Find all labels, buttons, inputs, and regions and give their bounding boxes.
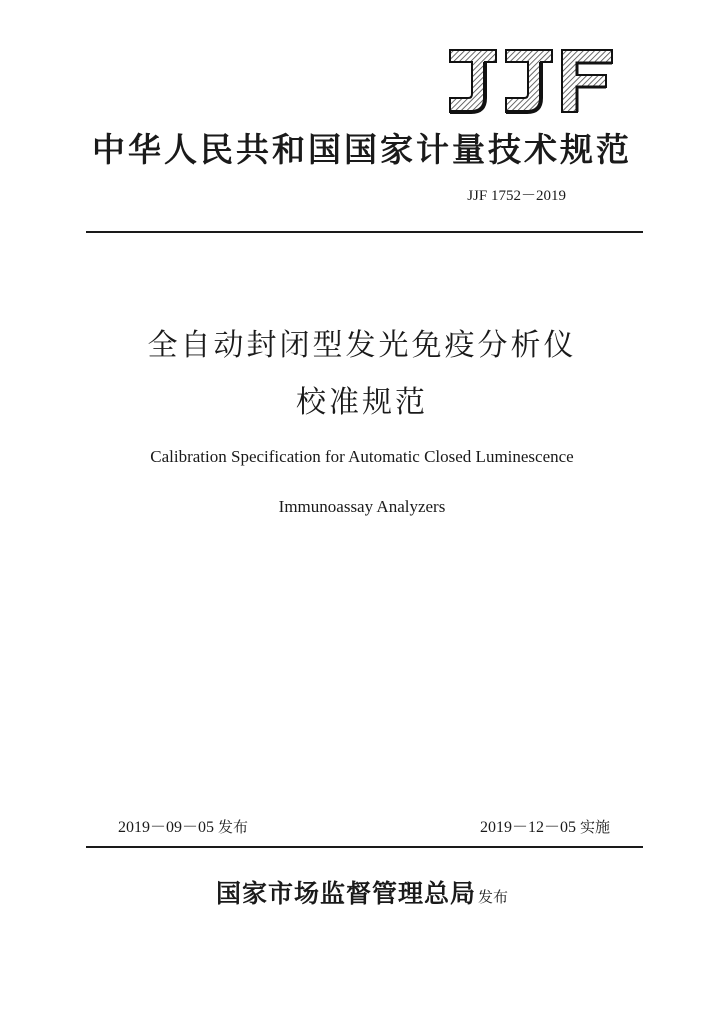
english-title-line2: Immunoassay Analyzers [278, 497, 446, 516]
publisher-organization: 国家市场监督管理总局 [215, 879, 476, 908]
logo-letter-f [562, 50, 612, 112]
issue-label: 发布 [218, 818, 249, 836]
english-title-line1: Calibration Specification for Automatic Closed Luminescence [150, 447, 574, 466]
implementation-date: 2019－12－05 [479, 819, 576, 836]
publisher-block [0, 874, 724, 918]
issue-date-block [118, 816, 248, 839]
page-title: 中华人民共和国国家计量技术规范 [92, 130, 632, 169]
jjf-logo-graphic [446, 46, 616, 116]
issue-date: 2019－09－05 [118, 819, 215, 836]
document-title-line1: 全自动封闭型发光免疫分析仪 [147, 328, 577, 363]
publisher-suffix: 发布 [478, 888, 509, 906]
document-title-line2: 校准规范 [296, 385, 428, 420]
jjf-logo [446, 46, 616, 116]
logo-letter-j-1 [450, 50, 496, 112]
implementation-label: 实施 [579, 818, 610, 836]
logo-letter-j-2 [506, 50, 552, 112]
standard-number: JJF 1752－2019 [467, 188, 566, 204]
implementation-date-block [480, 816, 610, 839]
bottom-divider [86, 846, 643, 848]
top-divider [86, 231, 643, 233]
